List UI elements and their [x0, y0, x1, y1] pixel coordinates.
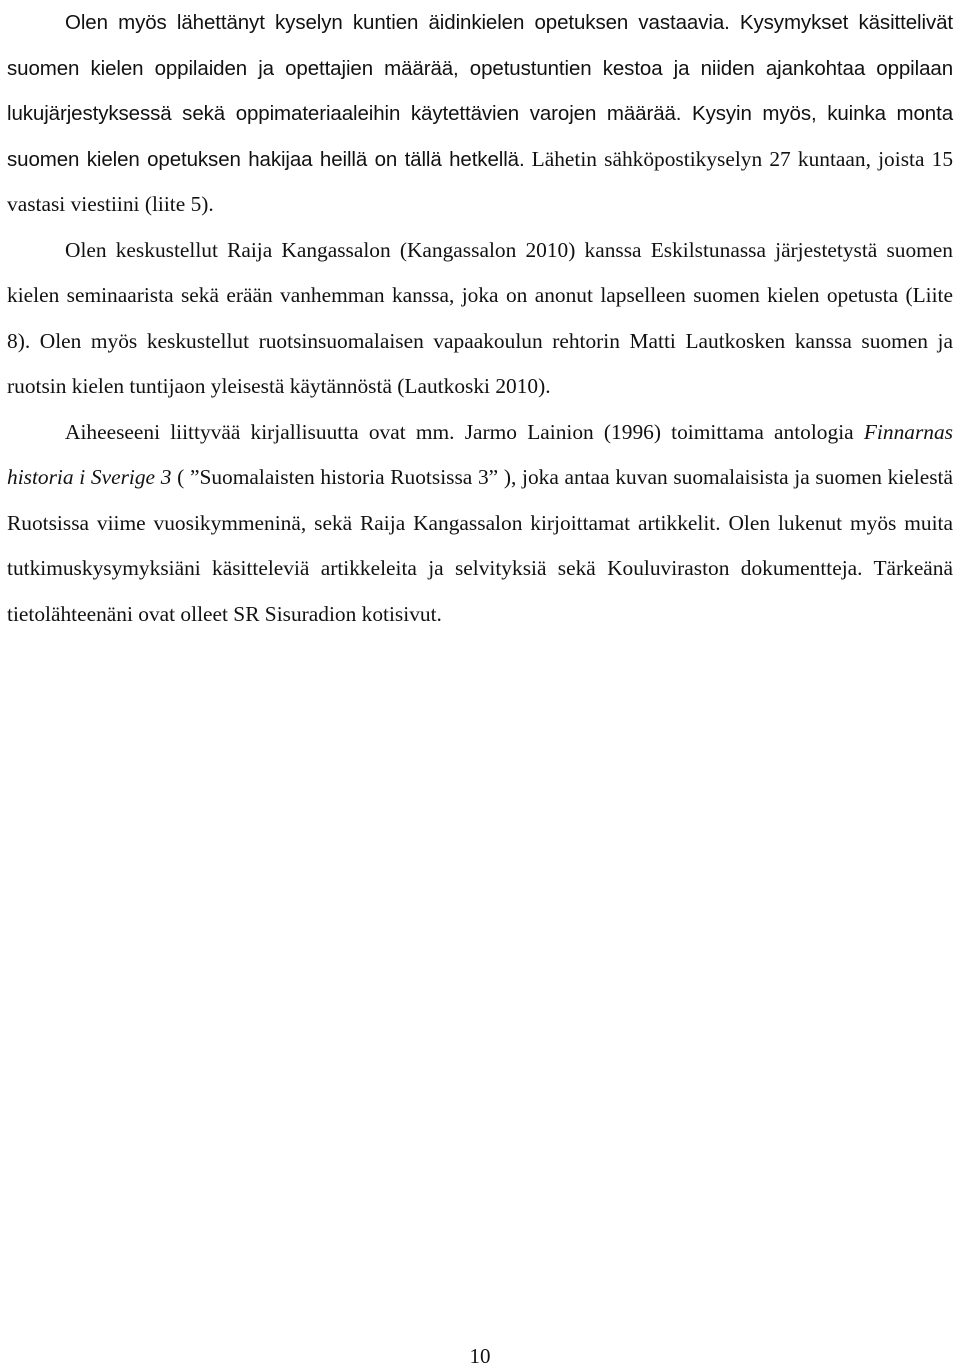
document-page — [7, 0, 953, 637]
book-title: Finnarnas historia i Sverige 3 — [7, 419, 953, 489]
paragraph-literature — [7, 410, 953, 638]
paragraph-survey-serif-text: Lähetin sähköpostikyselyn 27 kuntaan, joista 15 vastasi viestiini (liite 5). — [7, 146, 954, 216]
page-number: 10 — [469, 1344, 491, 1368]
paragraph-survey — [7, 0, 953, 228]
paragraph-literature-rest: ( ”Suomalaisten historia Ruotsissa 3” ), joka antaa kuvan suomalaisista ja suomen kielestä Ruotsissa viime vuosikymmeninä, sekä Raija Kangassalon kirjoittamat artikkelit. Olen lukenut myös muita tutkimuskysymyksiäni käsitteleviä artikkeleita ja selvityksiä sekä Kouluviraston dokumentteja. Tärkeänä tietolähteenäni ovat olleet SR Sisuradion kotisivut. — [7, 465, 953, 626]
paragraph-literature-intro: Aiheeseeni liittyvää kirjallisuutta ovat mm. Jarmo Lainion (1996) toimittama antologia — [65, 419, 854, 444]
paragraph-survey-sans-text: Olen myös lähettänyt kyselyn kuntien äidinkielen opetuksen vastaavia. Kysymykset käsittelivät suomen kielen oppilaiden ja opettajien määrää, opetustuntien kestoa ja niiden ajankohtaa oppilaan lukujärjestyksessä sekä oppimateriaaleihin käytettävien varojen määrää. Kysyin myös, kuinka monta suomen kielen opetuksen hakijaa heillä on tällä hetkellä. — [7, 11, 953, 171]
paragraph-interviews: Olen keskustellut Raija Kangassalon (Kangassalon 2010) kanssa Eskilstunassa järjestetystä suomen kielen seminaarista sekä erään vanhemman kanssa, joka on anonut lapselleen suomen kielen opetusta (Liite 8). Olen myös keskustellut ruotsinsuomalaisen vapaakoulun rehtorin Matti Lautkosken kanssa suomen ja ruotsin kielen tuntijaon yleisestä käytännöstä (Lautkoski 2010). — [7, 237, 953, 398]
